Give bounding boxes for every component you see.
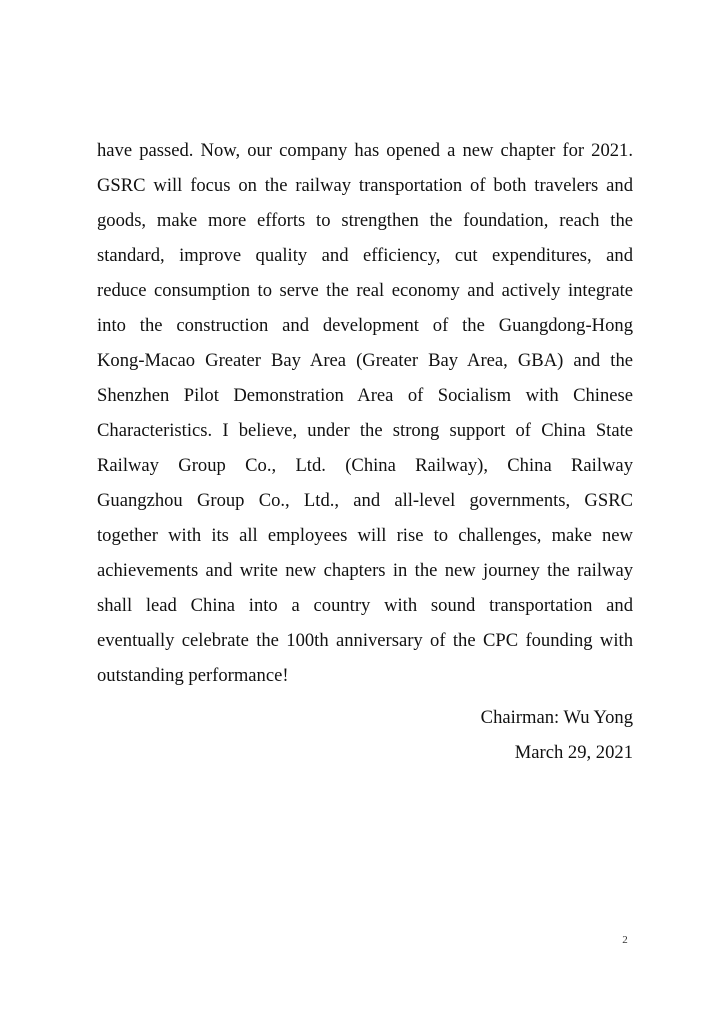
paragraph-line: have passed. Now, our company has opened a new chapter for 2021.	[97, 140, 633, 161]
paragraph-line: shall lead China into a country with sound transportation and	[97, 595, 633, 616]
paragraph-line: Railway Group Co., Ltd. (China Railway), China Railway	[97, 455, 633, 476]
paragraph-line: GSRC will focus on the railway transportation of both travelers and	[97, 175, 633, 196]
signatory-name: Chairman: Wu Yong	[480, 707, 633, 728]
paragraph-line: Shenzhen Pilot Demonstration Area of Socialism with Chinese	[97, 385, 633, 406]
paragraph-line: achievements and write new chapters in the new journey the railway	[97, 560, 633, 581]
paragraph-line: goods, make more efforts to strengthen the foundation, reach the	[97, 210, 633, 231]
signature-date: March 29, 2021	[514, 742, 633, 763]
paragraph-line: Guangzhou Group Co., Ltd., and all-level governments, GSRC	[97, 490, 633, 511]
letter-body	[97, 136, 633, 696]
paragraph-line: outstanding performance!	[97, 665, 289, 686]
paragraph-line: into the construction and development of the Guangdong-Hong	[97, 315, 633, 336]
signature-block	[481, 703, 633, 773]
paragraph-line: together with its all employees will rise to challenges, make new	[97, 525, 633, 546]
page-number: 2	[622, 934, 628, 946]
paragraph-line: reduce consumption to serve the real economy and actively integrate	[97, 280, 633, 301]
paragraph-line: Kong-Macao Greater Bay Area (Greater Bay Area, GBA) and the	[97, 350, 633, 371]
paragraph-line: eventually celebrate the 100th anniversary of the CPC founding with	[97, 630, 633, 651]
paragraph-line: standard, improve quality and efficiency, cut expenditures, and	[97, 245, 633, 266]
paragraph-line: Characteristics. I believe, under the strong support of China State	[97, 420, 633, 441]
